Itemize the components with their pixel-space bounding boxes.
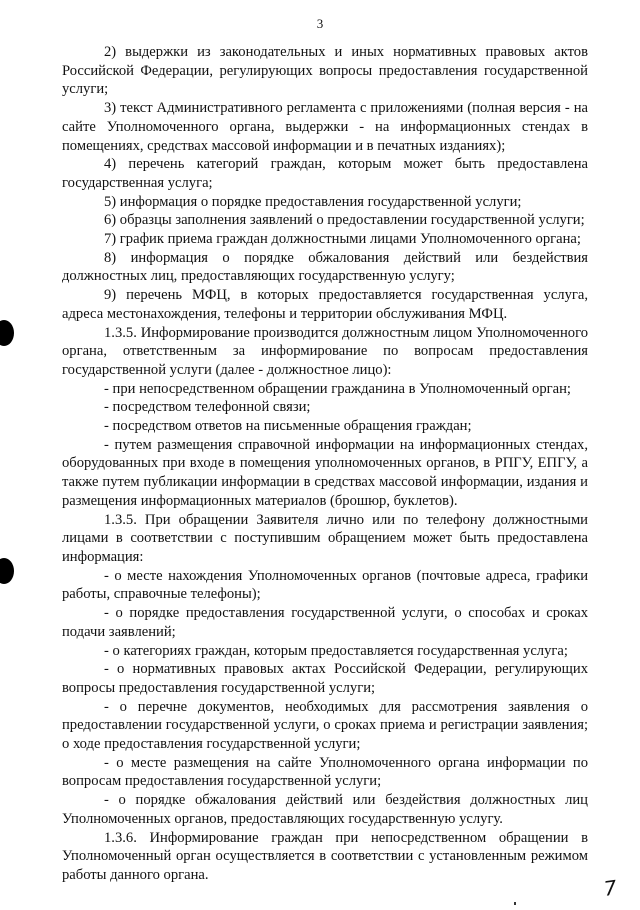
document-body	[62, 43, 588, 885]
paragraph: 4) перечень категорий граждан, которым может быть предоставлена государственная услуга;	[62, 156, 588, 191]
paragraph: - о перечне документов, необходимых для рассмотрения заявления о предоставлении государственной услуги, о сроках приема и регистрации заявления; о ходе предоставления государственной услуги;	[62, 698, 588, 753]
paragraph: - о месте размещения на сайте Уполномоченного органа информации по вопросам предоставления государственной услуги;	[62, 754, 588, 790]
paragraph: - о нормативных правовых актах Российской Федерации, регулирующих вопросы предоставления государственной услуги;	[62, 661, 588, 696]
handwritten-page-mark: 7	[602, 875, 619, 901]
paragraph: - посредством телефонной связи;	[104, 399, 311, 416]
paragraph: - о категориях граждан, которым предоставляется государственная услуга;	[104, 642, 568, 659]
paragraph: - о порядке обжалования действий или бездействия должностных лиц Уполномоченных органов, предоставляющих государственную услугу.	[62, 792, 588, 827]
paragraph: 3) текст Административного регламента с приложениями (полная версия - на сайте Уполномоченного органа, выдержки - на информационных стендах в помещениях, средствах массовой информации и в печатных изданиях);	[62, 100, 588, 154]
paragraph: 5) информация о порядке предоставления государственной услуги;	[104, 193, 522, 210]
page-number: 3	[316, 16, 324, 31]
paragraph: 1.3.6. Информирование граждан при непосредственном обращении в Уполномоченный орган осуществляется в соответствии с установленным режимом работы данного органа.	[62, 829, 588, 883]
paragraph: 8) информация о порядке обжалования действий или бездействия должностных лиц, предоставляющих государственную услугу;	[62, 249, 588, 285]
paragraph: - путем размещения справочной информации на информационных стендах, оборудованных при входе в помещения уполномоченных органов, в РПГУ, ЕПГУ, а также путем публикации информации в средствах массовой информации, издания и размещения информационных материалов (брошюр, буклетов).	[62, 436, 588, 509]
paragraph: - о порядке предоставления государственной услуги, о способах и сроках подачи заявлений;	[62, 605, 588, 640]
paragraph: 6) образцы заполнения заявлений о предоставлении государственной услуги;	[104, 212, 585, 229]
paragraph: 9) перечень МФЦ, в которых предоставляется государственная услуга, адреса местонахождения, телефоны и территории обслуживания МФЦ.	[62, 287, 588, 322]
paragraph: - о месте нахождения Уполномоченных органов (почтовые адреса, графики работы, справочные телефоны);	[62, 567, 588, 603]
paragraph: 1.3.5. Информирование производится должностным лицом Уполномоченного органа, ответственным за информирование по вопросам предоставления государственной услуги (далее - должностное лицо):	[62, 324, 588, 378]
paragraph: 1.3.5. При обращении Заявителя лично или по телефону должностными лицами в соответствии с поступившим обращением может быть предоставлена информация:	[62, 511, 588, 565]
paragraph: - при непосредственном обращении гражданина в Уполномоченный орган;	[104, 380, 571, 397]
paragraph: 2) выдержки из законодательных и иных нормативных правовых актов Российской Федерации, регулирующих вопросы предоставления государственной услуги;	[62, 44, 588, 98]
paragraph: 7) график приема граждан должностными лицами Уполномоченного органа;	[104, 231, 581, 248]
scan-speck	[514, 902, 516, 905]
paragraph: - посредством ответов на письменные обращения граждан;	[104, 418, 472, 435]
punch-hole-bottom	[0, 558, 14, 584]
punch-hole-top	[0, 320, 14, 346]
